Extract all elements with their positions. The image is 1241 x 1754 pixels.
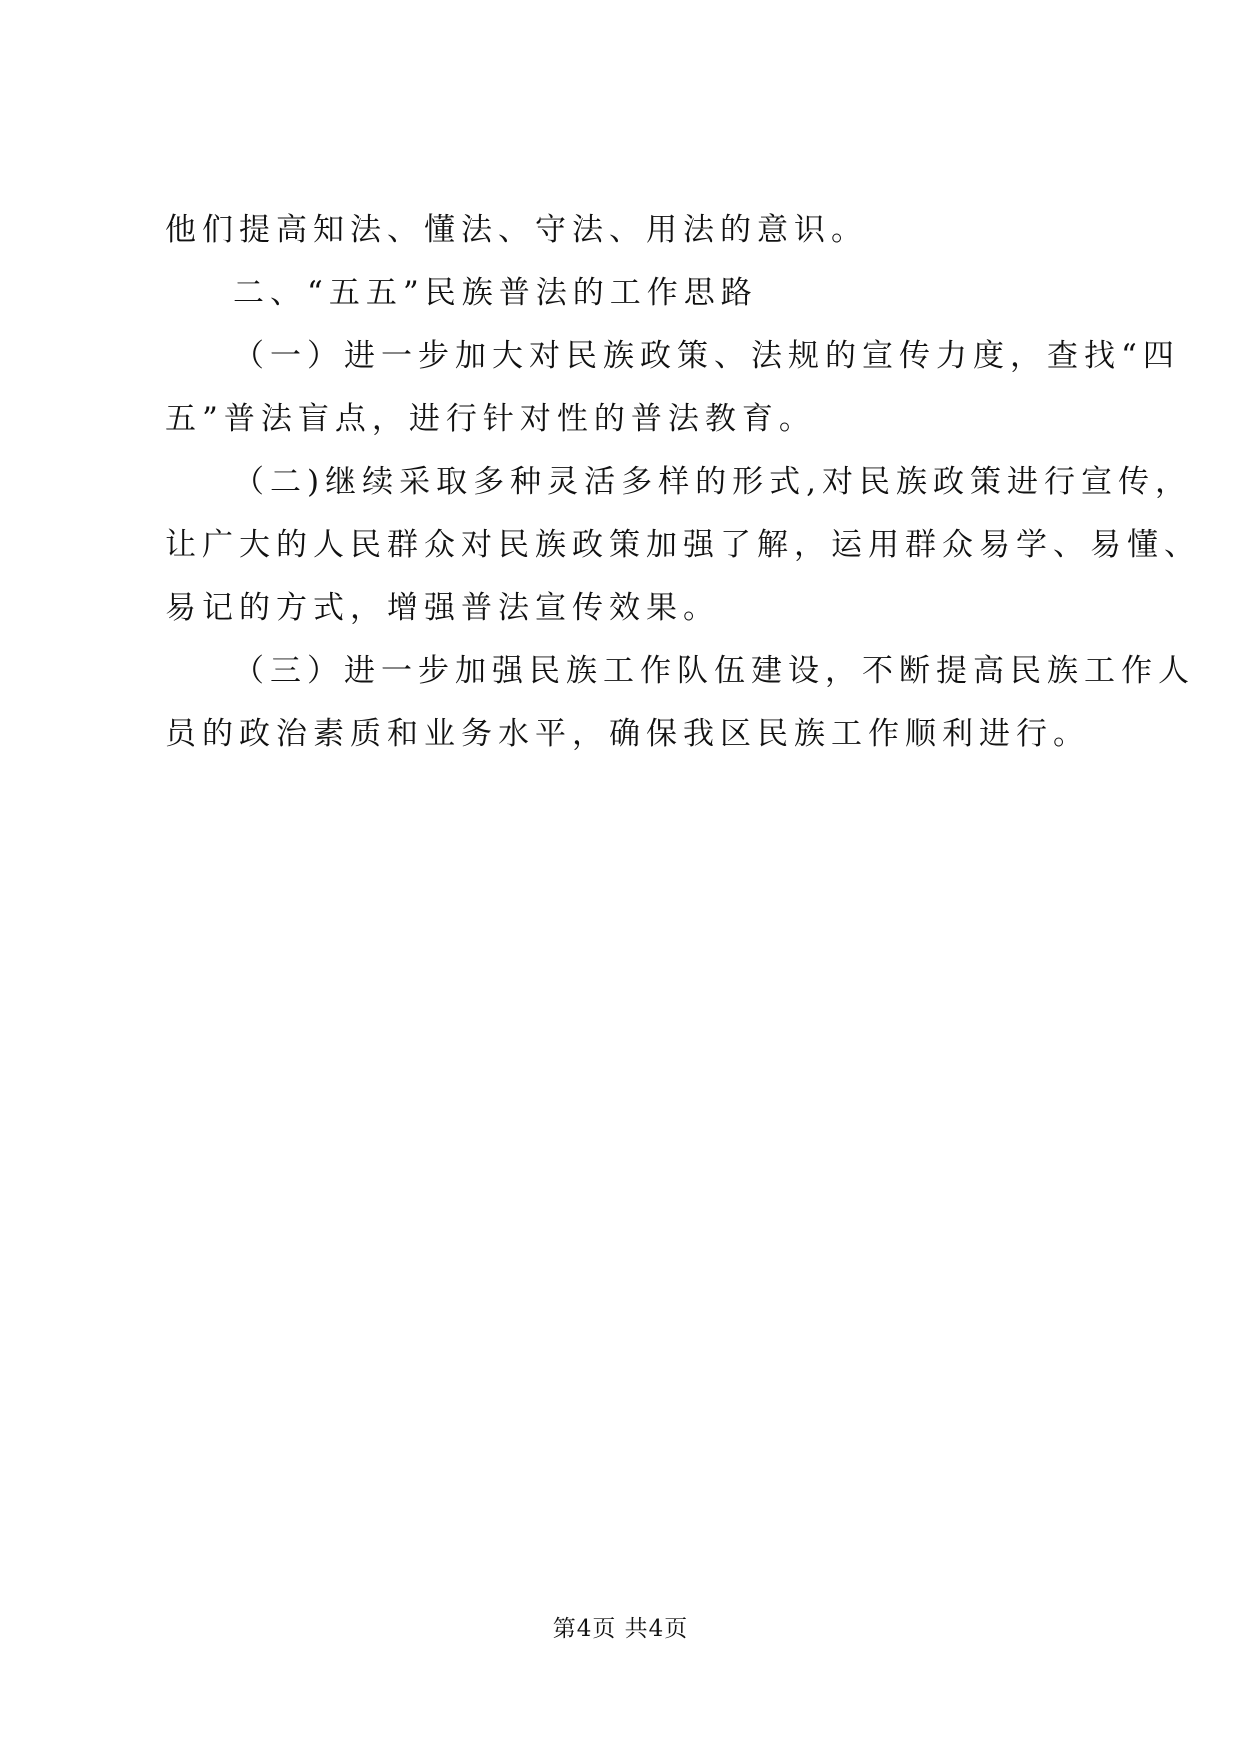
document-body bbox=[165, 199, 1201, 766]
text-line: 五”普法盲点，进行针对性的普法教育。 bbox=[165, 401, 816, 437]
section-heading: 二、“五五”民族普法的工作思路 bbox=[233, 275, 758, 311]
page-number-label: 第4页 共4页 bbox=[552, 1616, 689, 1642]
text-line: （三）进一步加强民族工作队伍建设，不断提高民族工作人 bbox=[233, 653, 1195, 689]
text-line: （一）进一步加大对民族政策、法规的宣传力度，查找“四 bbox=[233, 338, 1180, 374]
text-line: 让广大的人民群众对民族政策加强了解，运用群众易学、易懂、 bbox=[165, 527, 1201, 563]
text-line: 易记的方式，增强普法宣传效果。 bbox=[165, 590, 720, 626]
text-line: 员的政治素质和业务水平，确保我区民族工作顺利进行。 bbox=[165, 716, 1090, 752]
text-line: （二)继续采取多种灵活多样的形式,对民族政策进行宣传， bbox=[233, 464, 1192, 500]
page-footer bbox=[0, 1610, 1241, 1643]
text-line: 他们提高知法、懂法、守法、用法的意识。 bbox=[165, 212, 868, 248]
